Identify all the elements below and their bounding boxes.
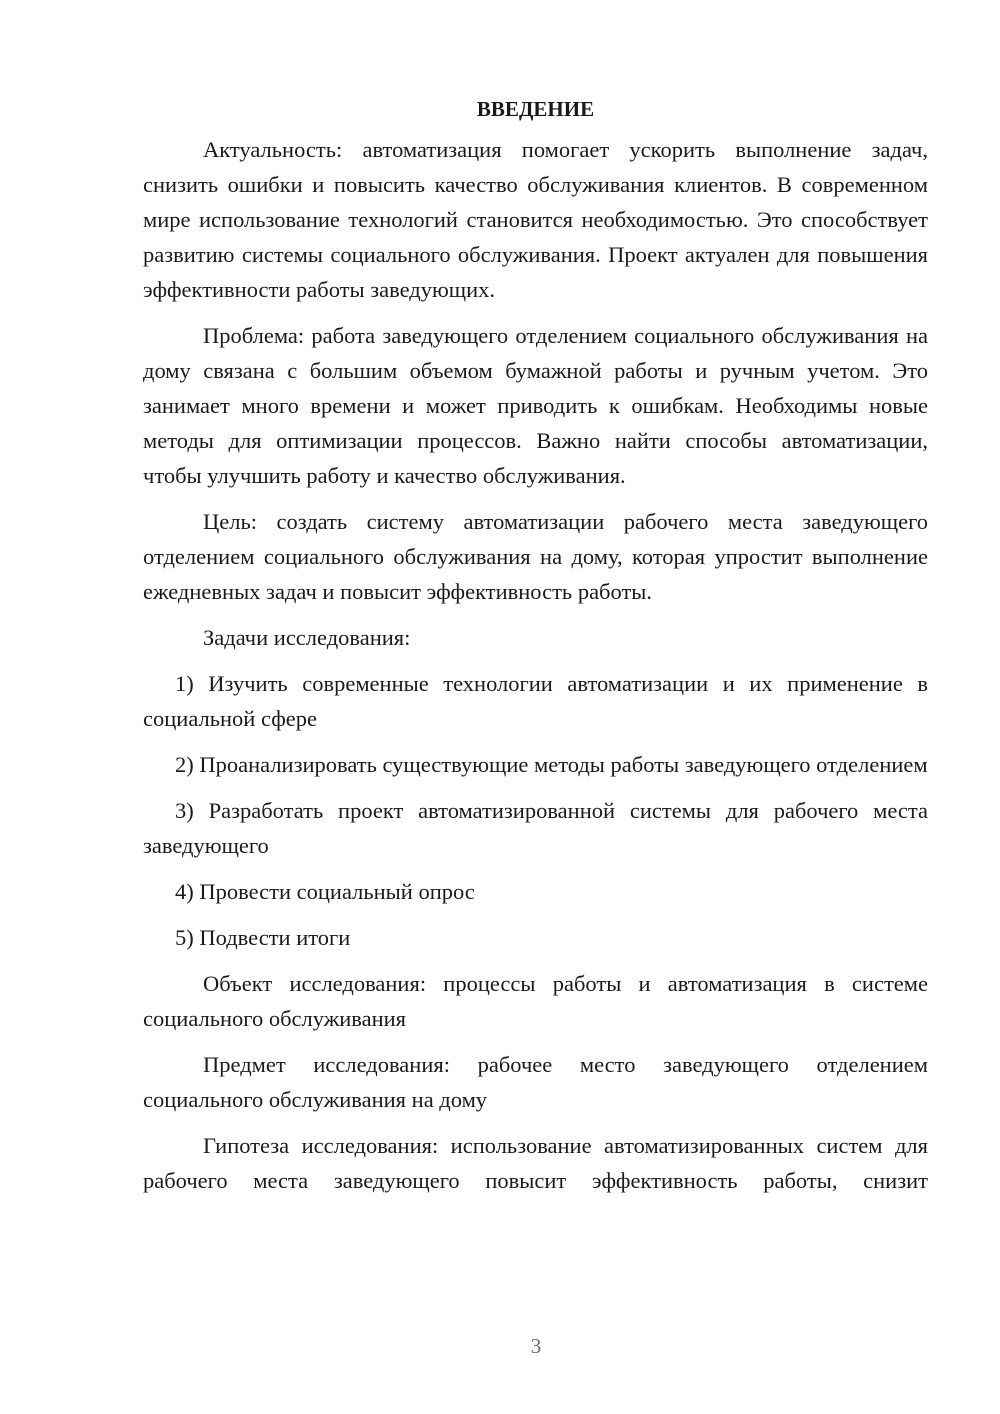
task-item-4: 4) Провести социальный опрос [175,879,475,904]
relevance-paragraph: Актуальность: автоматизация помогает ускорить выполнение задач, снизить ошибки и повысить качество обслуживания клиентов. В современном мире использование технологий становится необходимостью. Это способствует развитию системы социального обслуживания. Проект актуален для повышения эффективности работы заведующих. [143,137,928,302]
task-item-1: 1) Изучить современные технологии автоматизации и их применение в социальной сфере [143,671,928,731]
task-item-3: 3) Разработать проект автоматизированной системы для рабочего места заведующего [143,798,928,858]
subject-paragraph: Предмет исследования: рабочее место заведующего отделением социального обслуживания на дому [143,1052,928,1112]
goal-paragraph: Цель: создать систему автоматизации рабочего места заведующего отделением социального обслуживания на дому, которая упростит выполнение ежедневных задач и повысит эффективность работы. [143,509,928,604]
section-title: ВВЕДЕНИЕ [476,97,595,121]
tasks-heading: Задачи исследования: [203,625,411,650]
hypothesis-paragraph: Гипотеза исследования: использование автоматизированных систем для рабочего места заведующего повысит эффективность работы, снизит [143,1133,928,1193]
task-item-5: 5) Подвести итоги [175,925,351,950]
problem-paragraph: Проблема: работа заведующего отделением социального обслуживания на дому связана с большим объемом бумажной работы и ручным учетом. Это занимает много времени и может приводить к ошибкам. Необходимы новые методы для оптимизации процессов. Важно найти способы автоматизации, чтобы улучшить работу и качество обслуживания. [143,323,928,488]
page-number: 3 [530,1334,542,1358]
task-item-2: 2) Проанализировать существующие методы работы заведующего отделением [175,752,928,777]
object-paragraph: Объект исследования: процессы работы и автоматизация в системе социального обслуживания [143,971,928,1031]
page-content [143,92,928,1198]
